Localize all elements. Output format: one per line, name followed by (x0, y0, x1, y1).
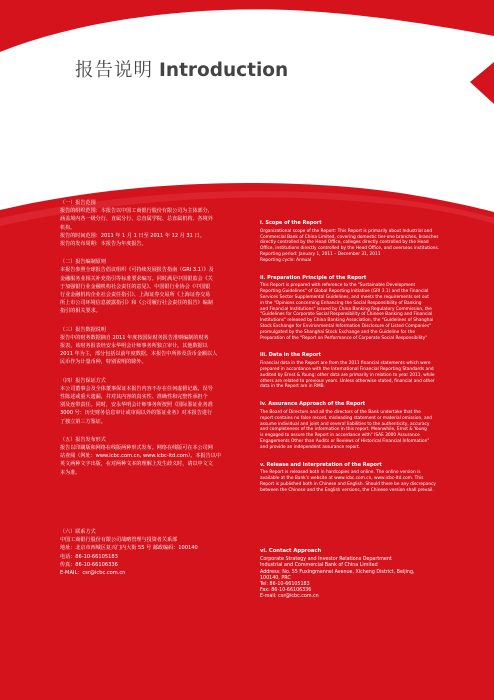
cn-section-release (60, 436, 245, 477)
cn-section-data (60, 326, 245, 367)
en-line: Institutions" released by China Banking Association, the "Guidelines of Shanghai (260, 318, 434, 324)
cn-section-heading: （六）联系方式 (60, 529, 96, 535)
en-section-heading: vi. Contact Approach (260, 548, 322, 554)
cn-line: 电话：86-10-66105183 (60, 553, 118, 560)
en-line: in the "Opinions concerning Enhancing the Social Responsibility of Banking (260, 300, 422, 306)
en-section-release (260, 463, 458, 494)
cn-line: 涵盖境内各一级分行、直属分行、总直属学院、总直属机构、各境外 (60, 216, 213, 223)
page-title-english: Introduction (159, 60, 289, 81)
cn-line: 报告中的财务数据摘自 2011 年度按国际财务报告准则编制的财务 (60, 334, 209, 341)
en-line: Reporting cycle: Annual (260, 257, 312, 263)
cn-line: 报告的时间范围：2011 年 1 月 1 日至 2011 年 12 月 31 日。 (60, 232, 205, 239)
cn-email: E-MAIL：csr@icbc.com.cn (60, 570, 126, 577)
cn-section-heading: （一）报告范围 (60, 200, 96, 206)
cn-section-heading: （四）报告保证方式 (60, 377, 106, 384)
cn-line: 报告的发布周期：本报告为年度报告。 (60, 241, 147, 248)
en-line: report contains no false record, misleading statement or material omission, and (260, 415, 433, 421)
en-line: 100140, PRC (260, 575, 291, 581)
en-line: Commercial Bank of China Limited, covering domestic tier-one branches, branches (260, 234, 439, 240)
en-section-heading: v. Release and Interpretation of the Report (260, 461, 382, 468)
en-line: and provide an independent assurance report. (260, 444, 361, 450)
en-line: Fax: 86-10-66106336 (260, 588, 312, 594)
en-line: Reporting period: January 1, 2011 – December 31, 2011 (260, 251, 381, 257)
cn-line: 民币作为计量币种，特别说明的除外。 (60, 359, 147, 366)
en-line: This Report is prepared with reference to the "Sustainable Development (260, 283, 416, 289)
en-line: assume individual and joint and several liabilities to the authenticity, accuracy (260, 421, 430, 427)
cn-line: 2011 年为主，部分包括以前年度数据。本报告中所涉及货币金额以人 (60, 351, 218, 358)
cn-line: 性陈述或重大遗漏，并对其内容的真实性、准确性和完整性承担个 (60, 394, 208, 401)
cn-line: 地址：北京市西城区复兴门内大街 55 号 邮政编码：100140 (60, 545, 198, 552)
en-line: and Financial Institutions" issued by China Banking Regulatory Commission, the (260, 306, 432, 312)
en-line: available at the Bank's website at www.icbc.com.cn, www.icbc-ltd.com. This (260, 476, 424, 482)
en-section-data (260, 353, 458, 390)
cn-line: 别及连带责任。同时，安永华明会计师事务所按照《国际鉴证业务准 (60, 402, 213, 409)
cn-line: 报告的组织范围：本报告以中国工商银行股份有限公司为主体部分, (60, 208, 210, 215)
en-line: data in the Report are in RMB. (260, 384, 325, 390)
cn-section-assurance (60, 377, 245, 426)
cn-line: 本公司董事会及全体董事保证本报告内容不存在任何虚假记载、误导 (60, 385, 213, 392)
cn-contact-section (60, 528, 245, 577)
en-line: The Board of Directors and all the directors of the Bank undertake that the (260, 409, 421, 415)
cn-section-heading: （三）报告数据说明 (60, 326, 106, 333)
chinese-column (60, 199, 245, 487)
en-line: Report is published both in Chinese and English. Should there be any discrepancy (260, 481, 436, 487)
en-contact-section (260, 548, 458, 601)
cn-line: 于加强银行业金融机构社会责任的意见》、中国银行业协会《中国银 (60, 283, 211, 290)
cn-line: 中国工商银行股份有限公司战略管理与投资者关系部 (60, 537, 178, 544)
cn-line: 3000 号：历史财务信息审计或审阅以外的鉴证业务》对本报告进行 (60, 410, 213, 417)
cn-line: 站查阅（网址：www.icbc.com.cn, www.icbc-ltd.com）。本报告以中 (60, 453, 221, 460)
en-line: Stock Exchange for Environmental Information Disclosure of Listed Companies" (260, 323, 432, 329)
cn-line: 本为准。 (60, 469, 81, 476)
en-section-heading: iv. Assurance Approach of the Report (260, 401, 366, 408)
en-section-heading: i. Scope of the Report (260, 220, 322, 226)
en-line: directly controlled by the Head Office, colleges directly controlled by the Head (260, 240, 429, 246)
cn-section-scope (60, 199, 245, 248)
en-line: Engagements Other than Audits or Reviews of Historical Financial Information" (260, 438, 430, 444)
cn-line: 机构。 (60, 224, 76, 231)
en-section-scope (260, 221, 458, 264)
cn-line: 英文两种文字出版，在对两种文本的理解上发生歧义时，请以中文文 (60, 461, 213, 468)
cn-line: 传真：86-10-66106336 (60, 561, 118, 568)
en-section-heading: iii. Data in the Report (260, 352, 322, 359)
en-section-heading: ii. Preparation Principle of the Report (260, 274, 367, 281)
en-section-principle (260, 276, 458, 342)
en-line: Financial data in the Report are from the 2011 financial statements which were (260, 361, 431, 367)
en-line: Services Sector Supplemental Guidelines, and meets the requirements set out (260, 294, 429, 300)
en-line: "Guidelines for Corporate Social Responsibility of Chinese Banking and Financial (260, 312, 433, 318)
en-line: prepared in accordance with the International Financial Reporting Standards and (260, 366, 434, 372)
cn-line: 报表，该财务报表经安永华明会计师事务所独立审计。其他数据以 (60, 343, 208, 350)
en-line: Office, institutions directly controlled by the Head Office, and overseas institutions. (260, 246, 440, 252)
page-title-chinese: 报告说明 (75, 60, 154, 81)
en-email: E-mail: csr@icbc.com.cn (260, 594, 319, 600)
cn-line: 指引的相关要求。 (60, 308, 101, 315)
cn-line: 所上市公司环境信息披露指引》和《公司履行社会责任的报告》编制 (60, 300, 213, 307)
cn-line: 金融服务业相关补充指引等标准要求编写。同时满足中国银监会《关 (60, 275, 213, 282)
page-title (75, 56, 288, 82)
en-line: audited by Ernst & Young; other data are primarily in relation to year 2011, while (260, 372, 435, 378)
cn-section-heading: （五）报告发布形式 (60, 436, 106, 443)
cn-line: 报告以印刷版和网络在线版两种形式发布。网络在线版可在本公司网 (60, 445, 213, 452)
cn-line: 了独立第三方鉴证。 (60, 418, 106, 425)
en-section-assurance (260, 402, 458, 450)
cn-line: 行业金融机构企业社会责任指引》、上海证券交易所《上海证券交易 (60, 292, 211, 299)
en-line: Tel: 86-10-66105183 (260, 582, 310, 588)
en-line: Organizational scope of the Report: This Report is primarily about Industrial and (260, 228, 433, 234)
en-line: Corporate Strategy and Investor Relations Department (260, 557, 392, 563)
en-line: Industrial and Commercial Bank of China Limited (260, 563, 378, 569)
en-line: Preparation of the "Report on Performance of Corporate Social Responsibility" (260, 335, 428, 341)
en-line: The Report is released both in hardcopies and online. The online version is (260, 470, 421, 476)
cn-section-principle (60, 258, 245, 315)
english-column (260, 221, 458, 505)
en-line: between the Chinese and the English versions, the Chinese version shall prevail. (260, 487, 434, 493)
en-line: Reporting Guidelines" of Global Reporting Initiative (GRI 3.1) and the Financial (260, 289, 429, 295)
en-line: and completeness of the information in this report. Meanwhile, Ernst & Young (260, 427, 427, 433)
en-line: is engaged to assure the Report in accordance with" ISAE 3000 Assurance (260, 433, 420, 439)
cn-section-heading: （二）报告编制原则 (60, 259, 106, 266)
cn-line: 本报告参照全球报告倡议组织《可持续发展报告指南（GRI 3.1）》及 (60, 267, 214, 274)
en-line: promulgated by the Shanghai Stock Exchange and the Guideline for the (260, 329, 415, 335)
en-line: Address: No. 55 Fuxingmennei Avenue, Xicheng District, Beijing, (260, 569, 415, 575)
en-line: others are related to previous years. Unless otherwise stated, financial and other (260, 378, 435, 384)
